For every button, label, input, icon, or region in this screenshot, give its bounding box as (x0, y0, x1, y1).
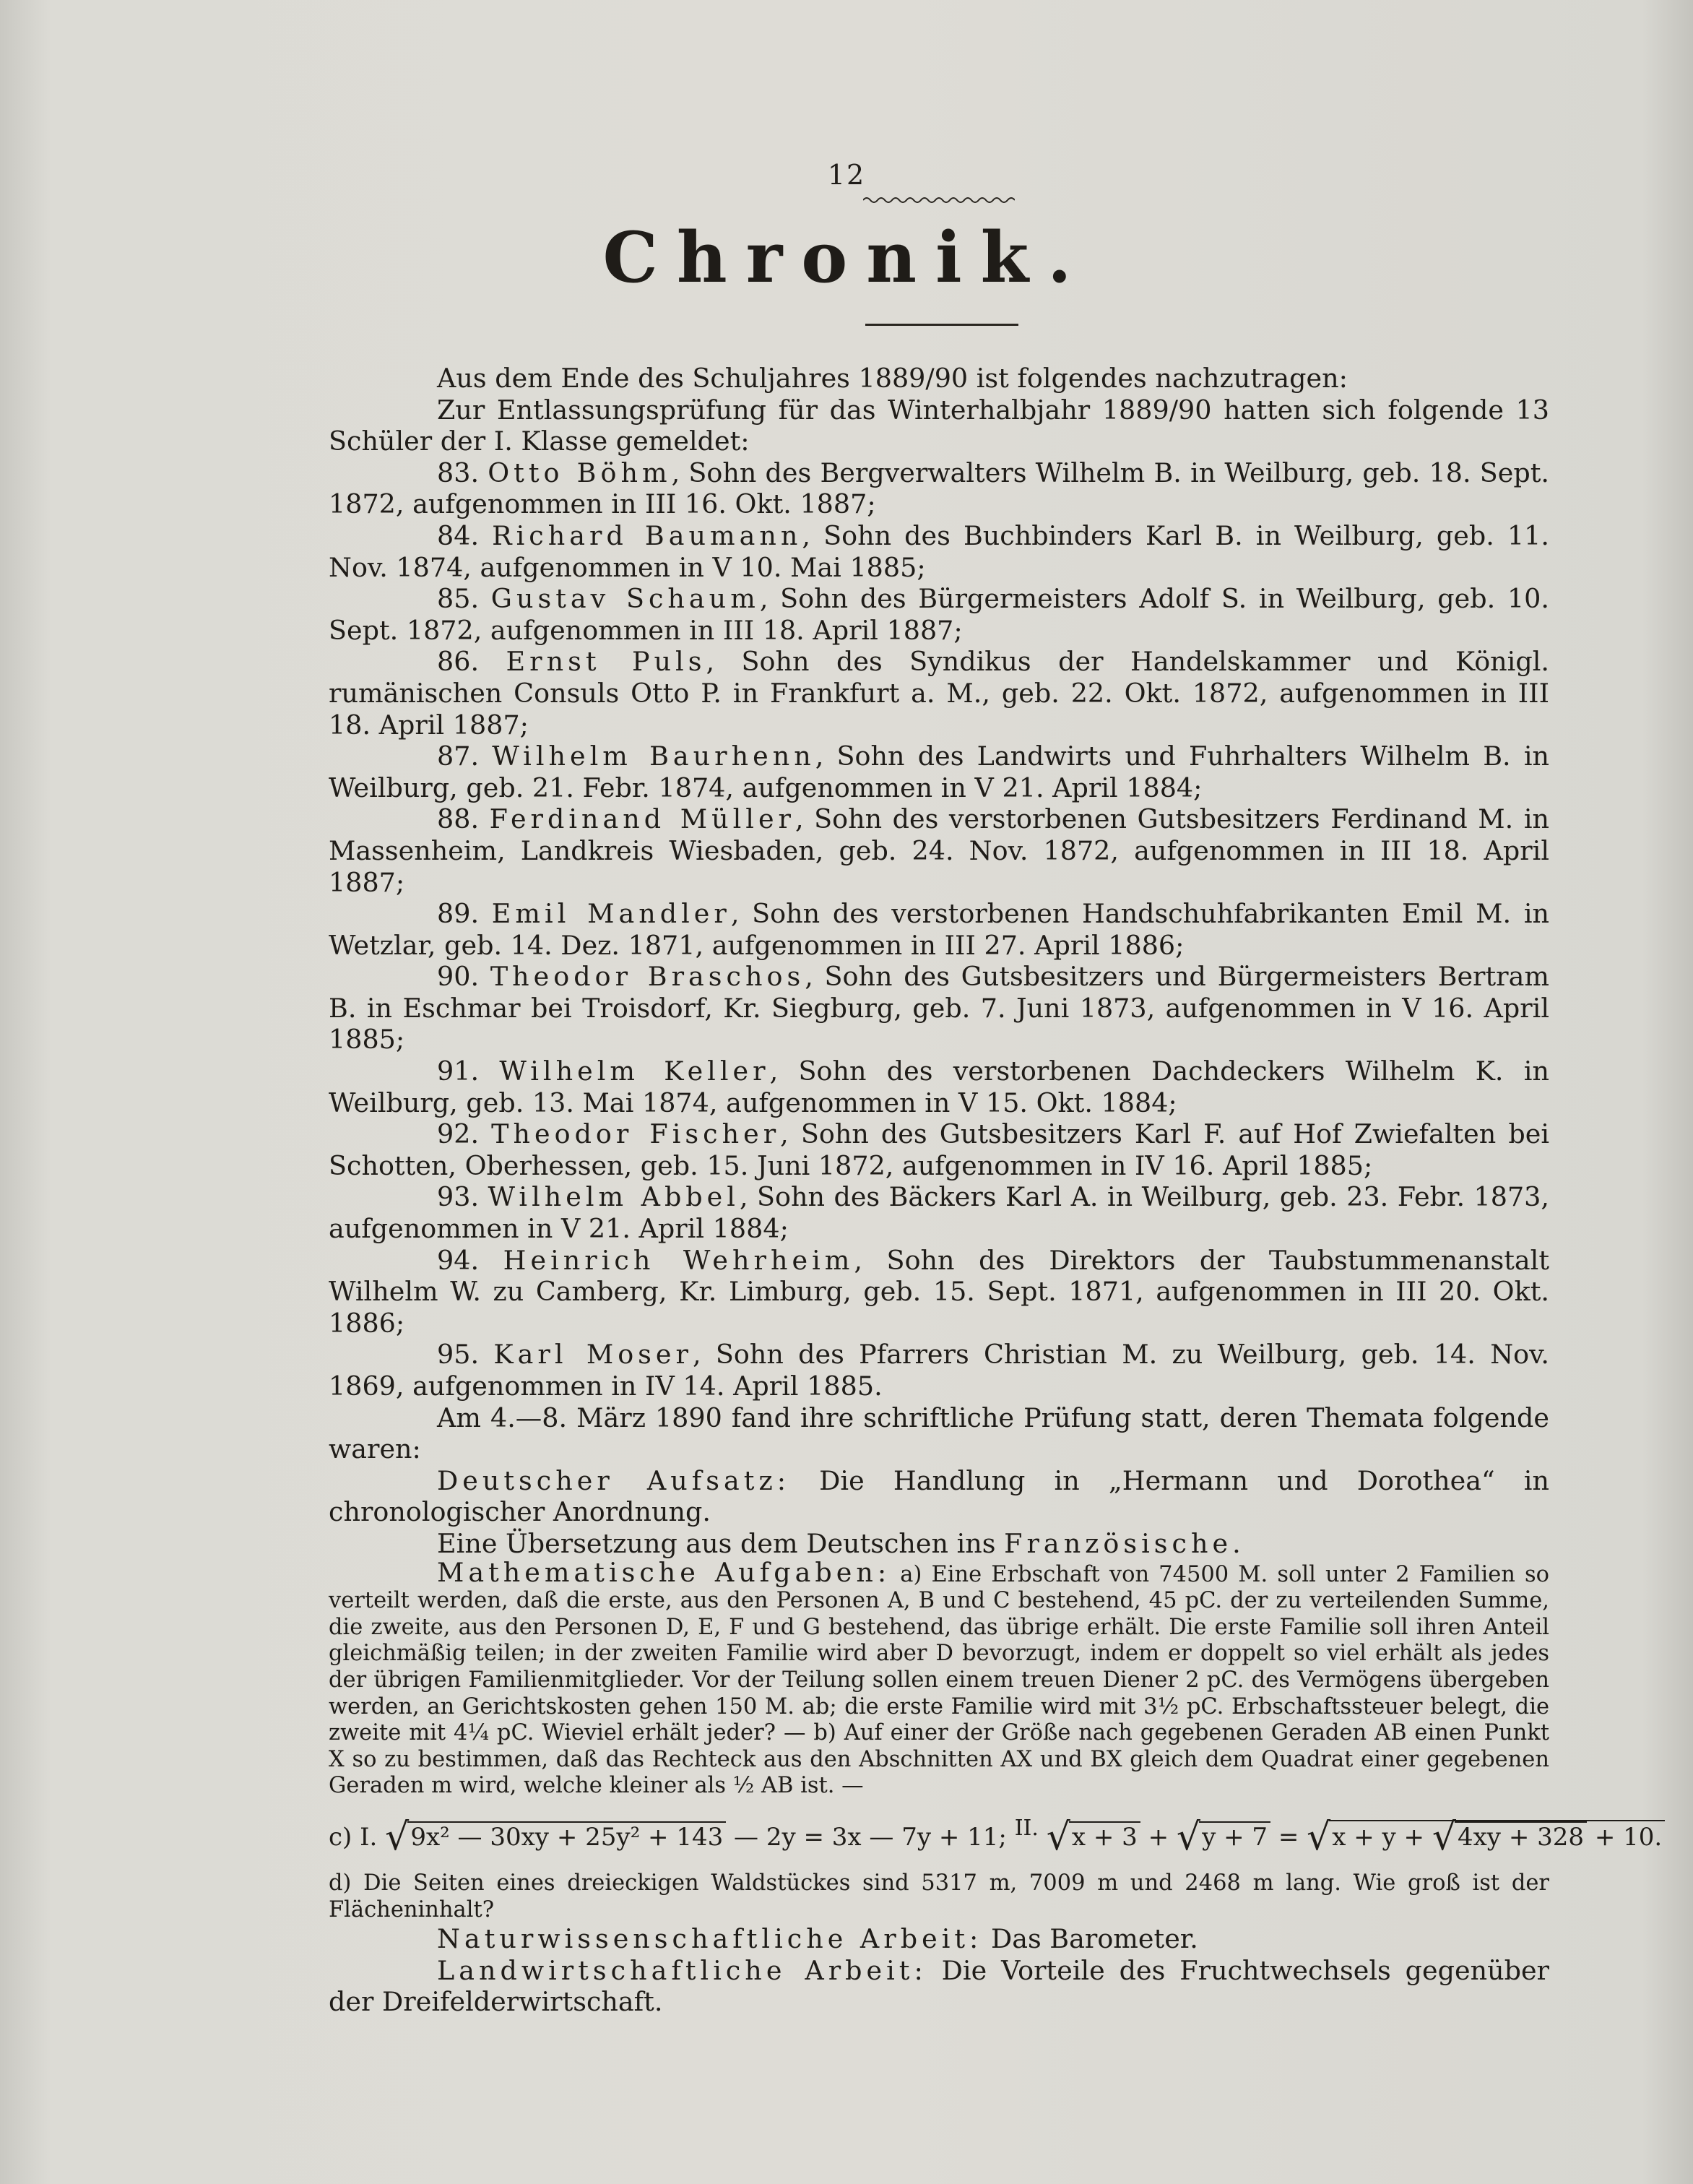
chronicle-text (329, 363, 1663, 2018)
math-problem-ab (329, 1556, 1550, 1800)
intro-line-2: Zur Entlassungsprüfung für das Winterhalbjahr 1889/90 hatten sich folgende 13 Schüler der I. Klasse gemeldet: (329, 394, 1549, 457)
french-translation (329, 1528, 1549, 1560)
german-essay (329, 1465, 1549, 1528)
formula-root-2a: x + 3 (1069, 1821, 1140, 1852)
title-rule (865, 324, 1018, 326)
student-name: Gustav Schaum (490, 583, 760, 615)
student-name: Ernst Puls (506, 646, 706, 678)
entry-text: , Sohn des Gutsbesitzers Karl F. auf Hof Zwiefalten bei Schotten, Oberhessen, geb. 15. Juni 1872, aufgenommen in IV 16. April 1885; (329, 1118, 1549, 1181)
entry-text: , Sohn des verstorbenen Dachdeckers Wilhelm K. in Weilburg, geb. 13. Mai 1874, aufgenommen in V 15. Okt. 1884; (329, 1056, 1549, 1118)
german-essay-text: Die Handlung in „Hermann und Dorothea“ in chronologischer Anordnung. (329, 1464, 1549, 1528)
science-topic (329, 1923, 1549, 1955)
math-problem-d: d) Die Seiten eines dreieckigen Waldstückes sind 5317 m, 7009 m und 2468 m lang. Wie groß ist der Flächeninhalt? (329, 1870, 1549, 1922)
student-entry (329, 646, 1549, 741)
exam-intro: Am 4.—8. März 1890 fand ihre schriftliche Prüfung statt, deren Themata folgende waren: (329, 1402, 1549, 1465)
entry-number: 95. (437, 1339, 480, 1371)
entry-number: 92. (437, 1118, 480, 1150)
entry-number: 94. (437, 1244, 480, 1276)
entry-number: 86. (437, 646, 480, 678)
formula-root-2c (1329, 1815, 1665, 1859)
radical-sign: √ (1432, 1815, 1456, 1859)
agri-text: Die Vorteile des Fruchtwechsels gegenüber der Dreifelderwirtschaft. (329, 1954, 1549, 2018)
student-entry (329, 583, 1549, 646)
student-name: Karl Moser (493, 1339, 693, 1371)
student-name: Richard Baumann (492, 519, 802, 551)
student-name: Ferdinand Müller (489, 803, 795, 835)
student-name: Heinrich Wehrheim (503, 1244, 854, 1276)
entry-text: , Sohn des Syndikus der Handelskammer und Königl. rumänischen Consuls Otto P. in Frankfurt a. M., geb. 22. Okt. 1872, aufgenommen in III 18. April 1887; (329, 646, 1549, 741)
math-problem-d-block (329, 1870, 1549, 1923)
student-name: Emil Mandler (491, 898, 731, 930)
page-title: Chronik. (602, 217, 1091, 298)
ornamental-wave (863, 195, 1015, 205)
french-label: Französische. (1004, 1527, 1245, 1559)
entry-text: , Sohn des Gutsbesitzers und Bürgermeisters Bertram B. in Eschmar bei Troisdorf, Kr. Siegburg, geb. 7. Juni 1873, aufgenommen in V 16. April 1885; (329, 961, 1549, 1056)
student-name: Otto Böhm (488, 457, 672, 488)
science-text: Das Barometer. (982, 1923, 1198, 1955)
entry-text: , Sohn des verstorbenen Gutsbesitzers Ferdinand M. in Massenheim, Landkreis Wiesbaden, geb. 24. Nov. 1872, aufgenommen in III 18. April 1887; (329, 803, 1549, 898)
student-name: Wilhelm Baurhenn (492, 741, 815, 772)
entry-number: 85. (437, 583, 480, 615)
student-entry (329, 1118, 1549, 1181)
entry-number: 84. (437, 519, 480, 551)
student-entry (329, 1245, 1549, 1339)
student-name: Wilhelm Keller (499, 1056, 770, 1087)
entry-number: 90. (437, 961, 480, 993)
entry-number: 88. (437, 803, 480, 835)
student-name: Theodor Braschos (490, 961, 805, 993)
entry-number: 93. (437, 1181, 480, 1213)
formula-ii-label: II. (1014, 1815, 1039, 1841)
radical-sign: √ (385, 1815, 410, 1859)
math-problems (329, 1556, 1550, 1800)
radical-sign: √ (1307, 1815, 1331, 1859)
formula-root-2c-tail: + 10. (1587, 1822, 1663, 1852)
french-text: Eine Übersetzung aus dem Deutschen ins (437, 1527, 1005, 1559)
student-entry (329, 803, 1549, 898)
student-entry (329, 457, 1549, 520)
agri-topic (329, 1955, 1549, 2018)
formula-c-label: c) I. (329, 1822, 378, 1852)
science-label: Naturwissenschaftliche Arbeit: (437, 1923, 983, 1955)
entry-number: 83. (437, 457, 480, 488)
radical-sign: √ (1046, 1815, 1070, 1859)
entry-text: , Sohn des Pfarrers Christian M. zu Weilburg, geb. 14. Nov. 1869, aufgenommen in IV 14. April 1885. (329, 1339, 1549, 1402)
entry-number: 89. (437, 898, 480, 930)
radical-sign: √ (1176, 1815, 1201, 1859)
formula-rest-1: — 2y = 3x — 7y + 11; (726, 1822, 1007, 1852)
entry-number: 87. (437, 741, 480, 772)
entry-text: , Sohn des Bergverwalters Wilhelm B. in Weilburg, geb. 18. Sept. 1872, aufgenommen in III 16. Okt. 1887; (329, 457, 1549, 520)
intro-line-1: Aus dem Ende des Schuljahres 1889/90 ist folgendes nachzutragen: (437, 363, 1348, 394)
math-text: a) Eine Erbschaft von 74500 M. soll unter 2 Familien so verteilt werden, daß die erste, aus den Personen A, B und C bestehend, 45 pC. der zu verteilenden Summe, die zweite, aus den Personen D, E, F und G bestehend, das übrige erhält. Die erste Familie soll ihren Anteil gleichmäßig teilen; in der zweiten Familie wird aber D bevorzugt, indem er doppelt so viel erhält als jedes der übrigen Familienmitglieder. Vor der Teilung sollen einem treuen Diener 2 pC. des Vermögens übergeben werden, an Gerichtskosten gehen 150 M. ab; die erste Familie wird mit 3½ pC. Erbschaftssteuer belegt, die zweite mit 4¼ pC. Wieviel erhält jeder? — b) Auf einer der Größe nach gegebenen Geraden AB einen Punkt X so zu bestimmen, daß das Rechteck aus den Abschnitten AX und BX gleich dem Quadrat einer gegebenen Geraden m wird, welche kleiner als ½ AB ist. — (329, 1561, 1550, 1799)
entry-text: , Sohn des Buchbinders Karl B. in Weilburg, geb. 11. Nov. 1874, aufgenommen in V 10. Mai 1885; (329, 519, 1549, 583)
formula-root-2c-inner: 4xy + 328 (1455, 1821, 1587, 1852)
student-entry (329, 741, 1549, 803)
entry-text: , Sohn des Landwirts und Fuhrhalters Wilhelm B. in Weilburg, geb. 21. Febr. 1874, aufgenommen in V 21. April 1884; (329, 741, 1550, 803)
agri-label: Landwirtschaftliche Arbeit: (437, 1954, 927, 1986)
formula-root-2b: y + 7 (1199, 1821, 1270, 1852)
student-name: Theodor Fischer (491, 1118, 781, 1150)
math-label: Mathematische Aufgaben: (437, 1556, 891, 1588)
entry-text: , Sohn des Direktors der Taubstummenanstalt Wilhelm W. zu Camberg, Kr. Limburg, geb. 15. Sept. 1871, aufgenommen in III 20. Okt. 1886; (329, 1244, 1550, 1339)
entry-text: , Sohn des Bäckers Karl A. in Weilburg, geb. 23. Febr. 1873, aufgenommen in V 21. April 1884; (329, 1181, 1549, 1245)
formula-root-1: 9x² — 30xy + 25y² + 143 (407, 1821, 726, 1852)
entry-number: 91. (437, 1056, 480, 1087)
student-entry (329, 1339, 1549, 1402)
student-entry (329, 1181, 1549, 1244)
student-entry (329, 1056, 1549, 1118)
student-name: Wilhelm Abbel (488, 1181, 740, 1213)
german-essay-label: Deutscher Aufsatz: (437, 1464, 790, 1496)
entry-text: , Sohn des Bürgermeisters Adolf S. in Weilburg, geb. 10. Sept. 1872, aufgenommen in III 18. April 1887; (329, 583, 1550, 646)
entry-text: , Sohn des verstorbenen Handschuhfabrikanten Emil M. in Wetzlar, geb. 14. Dez. 1871, aufgenommen in III 27. April 1886; (329, 898, 1550, 961)
student-entry (329, 961, 1549, 1056)
student-entry (329, 520, 1549, 583)
formula-root-2c-outer: x + y + (1332, 1822, 1432, 1852)
math-formula-c: c) I. √9x² — 30xy + 25y² + 143 — 2y = 3x — 7y + 11; II. √x + 3 + √y + 7 = √x + y + √4xy + 328 + 10. (329, 1807, 1549, 1859)
student-entry (329, 898, 1549, 961)
page-number: 12 (827, 159, 866, 191)
